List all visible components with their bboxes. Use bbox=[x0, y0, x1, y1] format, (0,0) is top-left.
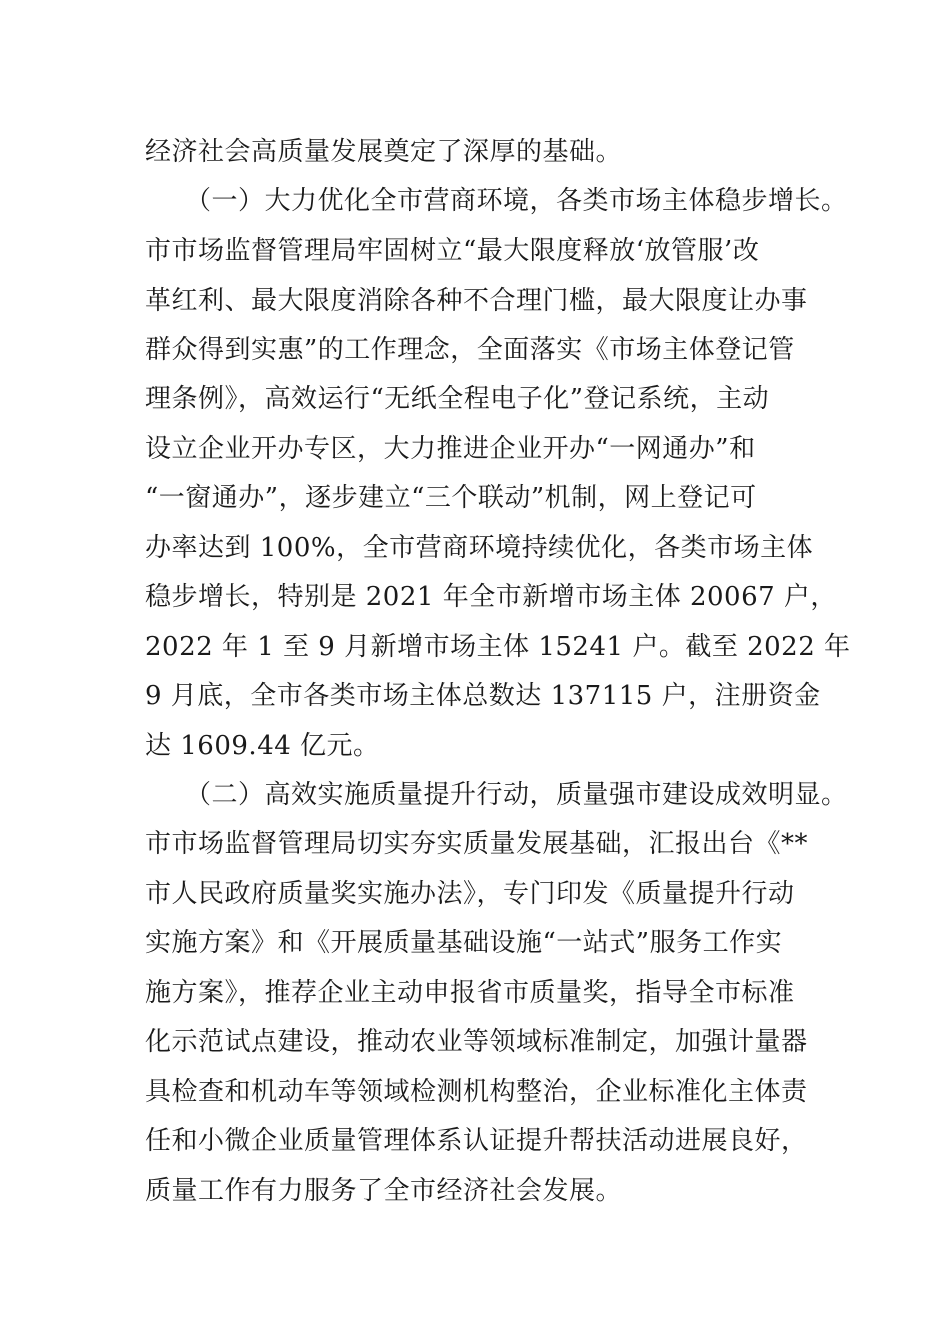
text-line: 实施方案》和《开展质量基础设施“一站式”服务工作实 bbox=[145, 928, 783, 958]
text-line: 稳步增长，特别是 2021 年全市新增市场主体 20067 户， bbox=[145, 582, 837, 612]
text-line: 革红利、最大限度消除各种不合理门槛，最大限度让办事 bbox=[145, 286, 808, 316]
text-line: 理条例》，高效运行“无纸全程电子化”登记系统，主动 bbox=[145, 384, 770, 414]
text-line: 具检查和机动车等领域检测机构整治，企业标准化主体责 bbox=[145, 1077, 808, 1107]
text-line: 群众得到实惠”的工作理念，全面落实《市场主体登记管 bbox=[145, 335, 795, 365]
text-line: 化示范试点建设，推动农业等领域标准制定，加强计量器 bbox=[145, 1027, 808, 1057]
text-line: 质量工作有力服务了全市经济社会发展。 bbox=[145, 1176, 623, 1206]
text-line: 市市场监督管理局牢固树立“最大限度释放‘放管服’改 bbox=[145, 236, 760, 266]
text-line: 达 1609.44 亿元。 bbox=[145, 731, 380, 761]
text-line: 办率达到 100%，全市营商环境持续优化，各类市场主体 bbox=[145, 533, 814, 563]
text-line: 设立企业开办专区，大力推进企业开办“一网通办”和 bbox=[145, 434, 756, 464]
section-heading-1: （一）大力优化全市营商环境，各类市场主体稳步增长。 bbox=[185, 186, 848, 216]
text-line: 施方案》，推荐企业主动申报省市质量奖，指导全市标准 bbox=[145, 978, 795, 1008]
text-line: 市市场监督管理局切实夯实质量发展基础，汇报出台《** bbox=[145, 829, 809, 859]
text-line: 市人民政府质量奖实施办法》，专门印发《质量提升行动 bbox=[145, 879, 795, 909]
text-line: 任和小微企业质量管理体系认证提升帮扶活动进展良好， bbox=[145, 1126, 808, 1156]
text-line: 2022 年 1 至 9 月新增市场主体 15241 户。截至 2022 年 bbox=[145, 632, 851, 662]
text-line: 9 月底，全市各类市场主体总数达 137115 户，注册资金 bbox=[145, 681, 821, 711]
text-line: 经济社会高质量发展奠定了深厚的基础。 bbox=[145, 137, 623, 167]
section-heading-2: （二）高效实施质量提升行动，质量强市建设成效明显。 bbox=[185, 780, 848, 810]
text-line: “一窗通办”，逐步建立“三个联动”机制，网上登记可 bbox=[145, 483, 757, 513]
